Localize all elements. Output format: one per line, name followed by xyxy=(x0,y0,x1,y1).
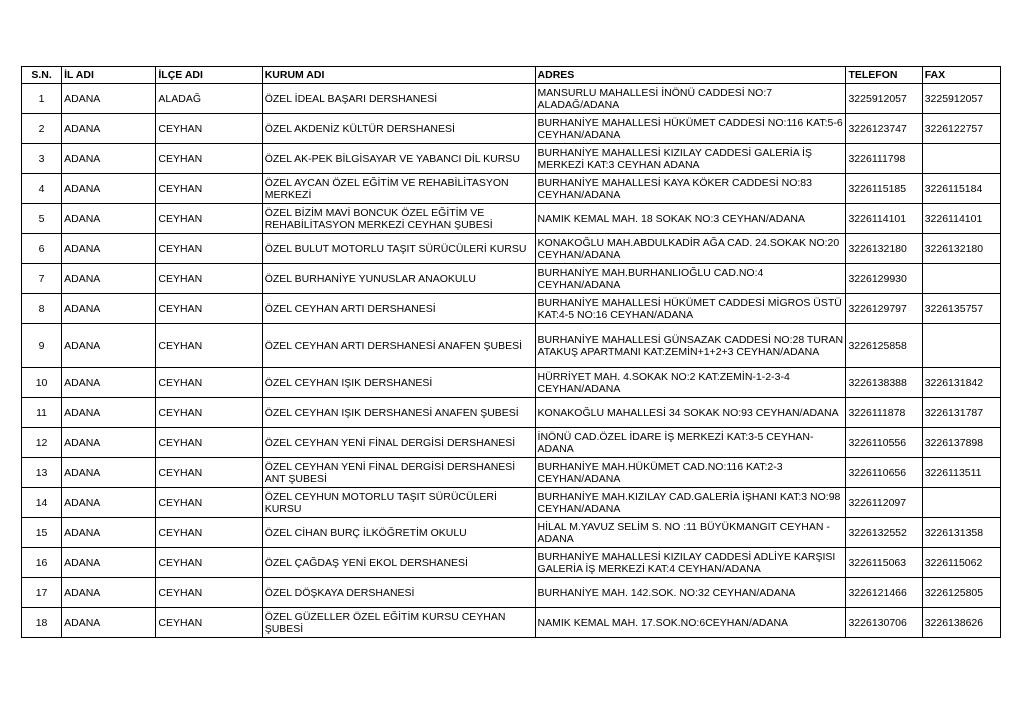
cell-ilce: CEYHAN xyxy=(156,518,262,548)
cell-ilce: CEYHAN xyxy=(156,578,262,608)
cell-adres: NAMIK KEMAL MAH. 17.SOK.NO:6CEYHAN/ADANA xyxy=(535,608,846,638)
cell-sn: 10 xyxy=(22,368,62,398)
cell-telefon: 3226110556 xyxy=(846,428,922,458)
cell-sn: 2 xyxy=(22,114,62,144)
cell-adres: BURHANİYE MAHALLESİ KAYA KÖKER CADDESİ NO:83 CEYHAN/ADANA xyxy=(535,174,846,204)
cell-kurum: ÖZEL BURHANİYE YUNUSLAR ANAOKULU xyxy=(262,264,535,294)
cell-fax: 3226131787 xyxy=(922,398,1000,428)
table-row xyxy=(22,204,1001,234)
cell-telefon: 3226132180 xyxy=(846,234,922,264)
table-row xyxy=(22,324,1001,368)
cell-adres: KONAKOĞLU MAHALLESİ 34 SOKAK NO:93 CEYHAN/ADANA xyxy=(535,398,846,428)
document-page xyxy=(21,66,1001,638)
cell-fax: 3226131358 xyxy=(922,518,1000,548)
cell-fax: 3226132180 xyxy=(922,234,1000,264)
cell-il: ADANA xyxy=(62,144,156,174)
cell-il: ADANA xyxy=(62,324,156,368)
cell-adres: BURHANİYE MAHALLESİ KIZILAY CADDESİ GALERİA İŞ MERKEZİ KAT:3 CEYHAN ADANA xyxy=(535,144,846,174)
cell-sn: 12 xyxy=(22,428,62,458)
cell-il: ADANA xyxy=(62,458,156,488)
cell-telefon: 3226130706 xyxy=(846,608,922,638)
cell-ilce: CEYHAN xyxy=(156,114,262,144)
cell-sn: 9 xyxy=(22,324,62,368)
cell-adres: BURHANİYE MAH.HÜKÜMET CAD.NO:116 KAT:2-3 CEYHAN/ADANA xyxy=(535,458,846,488)
cell-ilce: CEYHAN xyxy=(156,324,262,368)
cell-telefon: 3226121466 xyxy=(846,578,922,608)
table-row xyxy=(22,398,1001,428)
header-kurum: KURUM ADI xyxy=(262,67,535,84)
cell-sn: 5 xyxy=(22,204,62,234)
cell-kurum: ÖZEL CEYHAN IŞIK DERSHANESİ xyxy=(262,368,535,398)
cell-telefon: 3226110656 xyxy=(846,458,922,488)
cell-ilce: CEYHAN xyxy=(156,548,262,578)
cell-sn: 7 xyxy=(22,264,62,294)
cell-il: ADANA xyxy=(62,608,156,638)
cell-ilce: CEYHAN xyxy=(156,428,262,458)
table-row xyxy=(22,144,1001,174)
cell-adres: HÜRRİYET MAH. 4.SOKAK NO:2 KAT:ZEMİN-1-2-3-4 CEYHAN/ADANA xyxy=(535,368,846,398)
cell-kurum: ÖZEL CEYHAN YENİ FİNAL DERGİSİ DERSHANESİ xyxy=(262,428,535,458)
cell-fax xyxy=(922,264,1000,294)
cell-sn: 15 xyxy=(22,518,62,548)
cell-fax xyxy=(922,488,1000,518)
cell-kurum: ÖZEL CİHAN BURÇ İLKÖĞRETİM OKULU xyxy=(262,518,535,548)
cell-telefon: 3226115185 xyxy=(846,174,922,204)
cell-telefon: 3226132552 xyxy=(846,518,922,548)
cell-sn: 18 xyxy=(22,608,62,638)
table-row xyxy=(22,368,1001,398)
cell-kurum: ÖZEL BİZİM MAVİ BONCUK ÖZEL EĞİTİM VE REHABİLİTASYON MERKEZİ CEYHAN ŞUBESİ xyxy=(262,204,535,234)
cell-fax: 3226115062 xyxy=(922,548,1000,578)
table-row xyxy=(22,428,1001,458)
cell-il: ADANA xyxy=(62,428,156,458)
cell-adres: BURHANİYE MAH. 142.SOK. NO:32 CEYHAN/ADANA xyxy=(535,578,846,608)
cell-ilce: CEYHAN xyxy=(156,368,262,398)
cell-il: ADANA xyxy=(62,234,156,264)
cell-adres: BURHANİYE MAHALLESİ GÜNSAZAK CADDESİ NO:28 TURAN ATAKUŞ APARTMANI KAT:ZEMİN+1+2+3 CEYHAN/ADANA xyxy=(535,324,846,368)
table-row xyxy=(22,264,1001,294)
cell-ilce: CEYHAN xyxy=(156,264,262,294)
cell-telefon: 3226111798 xyxy=(846,144,922,174)
table-row xyxy=(22,608,1001,638)
cell-ilce: CEYHAN xyxy=(156,174,262,204)
cell-sn: 1 xyxy=(22,84,62,114)
cell-fax: 3225912057 xyxy=(922,84,1000,114)
cell-adres: BURHANİYE MAHALLESİ HÜKÜMET CADDESİ MİGROS ÜSTÜ KAT:4-5 NO:16 CEYHAN/ADANA xyxy=(535,294,846,324)
cell-ilce: ALADAĞ xyxy=(156,84,262,114)
cell-kurum: ÖZEL AK-PEK BİLGİSAYAR VE YABANCI DİL KURSU xyxy=(262,144,535,174)
table-header-row xyxy=(22,67,1001,84)
cell-il: ADANA xyxy=(62,368,156,398)
cell-fax: 3226135757 xyxy=(922,294,1000,324)
cell-kurum: ÖZEL CEYHAN IŞIK DERSHANESİ ANAFEN ŞUBESİ xyxy=(262,398,535,428)
cell-sn: 11 xyxy=(22,398,62,428)
cell-adres: KONAKOĞLU MAH.ABDULKADİR AĞA CAD. 24.SOKAK NO:20 CEYHAN/ADANA xyxy=(535,234,846,264)
cell-kurum: ÖZEL DÖŞKAYA DERSHANESİ xyxy=(262,578,535,608)
header-telefon: TELEFON xyxy=(846,67,922,84)
cell-ilce: CEYHAN xyxy=(156,458,262,488)
cell-fax: 3226113511 xyxy=(922,458,1000,488)
cell-telefon: 3226114101 xyxy=(846,204,922,234)
cell-kurum: ÖZEL AYCAN ÖZEL EĞİTİM VE REHABİLİTASYON MERKEZİ xyxy=(262,174,535,204)
cell-telefon: 3226123747 xyxy=(846,114,922,144)
cell-telefon: 3226138388 xyxy=(846,368,922,398)
cell-telefon: 3226129930 xyxy=(846,264,922,294)
cell-il: ADANA xyxy=(62,264,156,294)
cell-fax: 3226131842 xyxy=(922,368,1000,398)
cell-sn: 13 xyxy=(22,458,62,488)
cell-telefon: 3226111878 xyxy=(846,398,922,428)
table-row xyxy=(22,294,1001,324)
header-il: İL ADI xyxy=(62,67,156,84)
cell-fax xyxy=(922,144,1000,174)
cell-telefon: 3226125858 xyxy=(846,324,922,368)
cell-fax xyxy=(922,324,1000,368)
cell-kurum: ÖZEL BULUT MOTORLU TAŞIT SÜRÜCÜLERİ KURSU xyxy=(262,234,535,264)
table-row xyxy=(22,234,1001,264)
cell-il: ADANA xyxy=(62,518,156,548)
cell-kurum: ÖZEL AKDENİZ KÜLTÜR DERSHANESİ xyxy=(262,114,535,144)
cell-fax: 3226122757 xyxy=(922,114,1000,144)
cell-ilce: CEYHAN xyxy=(156,234,262,264)
cell-il: ADANA xyxy=(62,578,156,608)
cell-fax: 3226138626 xyxy=(922,608,1000,638)
cell-sn: 4 xyxy=(22,174,62,204)
cell-adres: BURHANİYE MAH.BURHANLIOĞLU CAD.NO:4 CEYHAN/ADANA xyxy=(535,264,846,294)
cell-telefon: 3226129797 xyxy=(846,294,922,324)
cell-kurum: ÖZEL GÜZELLER ÖZEL EĞİTİM KURSU CEYHAN ŞUBESİ xyxy=(262,608,535,638)
cell-kurum: ÖZEL CEYHAN YENİ FİNAL DERGİSİ DERSHANESİ ANT ŞUBESİ xyxy=(262,458,535,488)
table-row xyxy=(22,548,1001,578)
cell-sn: 14 xyxy=(22,488,62,518)
cell-ilce: CEYHAN xyxy=(156,488,262,518)
table-row xyxy=(22,518,1001,548)
cell-sn: 17 xyxy=(22,578,62,608)
cell-adres: BURHANİYE MAH.KIZILAY CAD.GALERİA İŞHANI KAT:3 NO:98 CEYHAN/ADANA xyxy=(535,488,846,518)
header-fax: FAX xyxy=(922,67,1000,84)
cell-kurum: ÖZEL CEYHAN ARTI DERSHANESİ ANAFEN ŞUBESİ xyxy=(262,324,535,368)
cell-il: ADANA xyxy=(62,204,156,234)
cell-il: ADANA xyxy=(62,114,156,144)
cell-telefon: 3226115063 xyxy=(846,548,922,578)
cell-il: ADANA xyxy=(62,294,156,324)
cell-il: ADANA xyxy=(62,84,156,114)
cell-ilce: CEYHAN xyxy=(156,608,262,638)
cell-sn: 3 xyxy=(22,144,62,174)
table-row xyxy=(22,84,1001,114)
cell-adres: MANSURLU MAHALLESİ İNÖNÜ CADDESİ NO:7 ALADAĞ/ADANA xyxy=(535,84,846,114)
cell-sn: 8 xyxy=(22,294,62,324)
cell-kurum: ÖZEL CEYHAN ARTI DERSHANESİ xyxy=(262,294,535,324)
header-ilce: İLÇE ADI xyxy=(156,67,262,84)
cell-fax: 3226115184 xyxy=(922,174,1000,204)
cell-sn: 6 xyxy=(22,234,62,264)
cell-sn: 16 xyxy=(22,548,62,578)
cell-ilce: CEYHAN xyxy=(156,204,262,234)
cell-adres: BURHANİYE MAHALLESİ KIZILAY CADDESİ ADLİYE KARŞISI GALERİA İŞ MERKEZİ KAT:4 CEYHAN/ADANA xyxy=(535,548,846,578)
cell-il: ADANA xyxy=(62,488,156,518)
table-row xyxy=(22,458,1001,488)
cell-adres: BURHANİYE MAHALLESİ HÜKÜMET CADDESİ NO:116 KAT:5-6 CEYHAN/ADANA xyxy=(535,114,846,144)
cell-il: ADANA xyxy=(62,548,156,578)
cell-adres: NAMIK KEMAL MAH. 18 SOKAK NO:3 CEYHAN/ADANA xyxy=(535,204,846,234)
cell-fax: 3226125805 xyxy=(922,578,1000,608)
header-sn: S.N. xyxy=(22,67,62,84)
cell-kurum: ÖZEL İDEAL BAŞARI DERSHANESİ xyxy=(262,84,535,114)
cell-il: ADANA xyxy=(62,398,156,428)
cell-fax: 3226114101 xyxy=(922,204,1000,234)
table-row xyxy=(22,578,1001,608)
cell-kurum: ÖZEL CEYHUN MOTORLU TAŞIT SÜRÜCÜLERİ KURSU xyxy=(262,488,535,518)
cell-kurum: ÖZEL ÇAĞDAŞ YENİ EKOL DERSHANESİ xyxy=(262,548,535,578)
cell-adres: HİLAL M.YAVUZ SELİM S. NO :11 BÜYÜKMANGIT CEYHAN - ADANA xyxy=(535,518,846,548)
cell-ilce: CEYHAN xyxy=(156,398,262,428)
cell-il: ADANA xyxy=(62,174,156,204)
cell-telefon: 3226112097 xyxy=(846,488,922,518)
cell-ilce: CEYHAN xyxy=(156,294,262,324)
table-row xyxy=(22,114,1001,144)
cell-telefon: 3225912057 xyxy=(846,84,922,114)
header-adres: ADRES xyxy=(535,67,846,84)
institutions-table xyxy=(21,66,1001,638)
cell-fax: 3226137898 xyxy=(922,428,1000,458)
table-row xyxy=(22,488,1001,518)
cell-adres: İNÖNÜ CAD.ÖZEL İDARE İŞ MERKEZİ KAT:3-5 CEYHAN-ADANA xyxy=(535,428,846,458)
table-row xyxy=(22,174,1001,204)
cell-ilce: CEYHAN xyxy=(156,144,262,174)
